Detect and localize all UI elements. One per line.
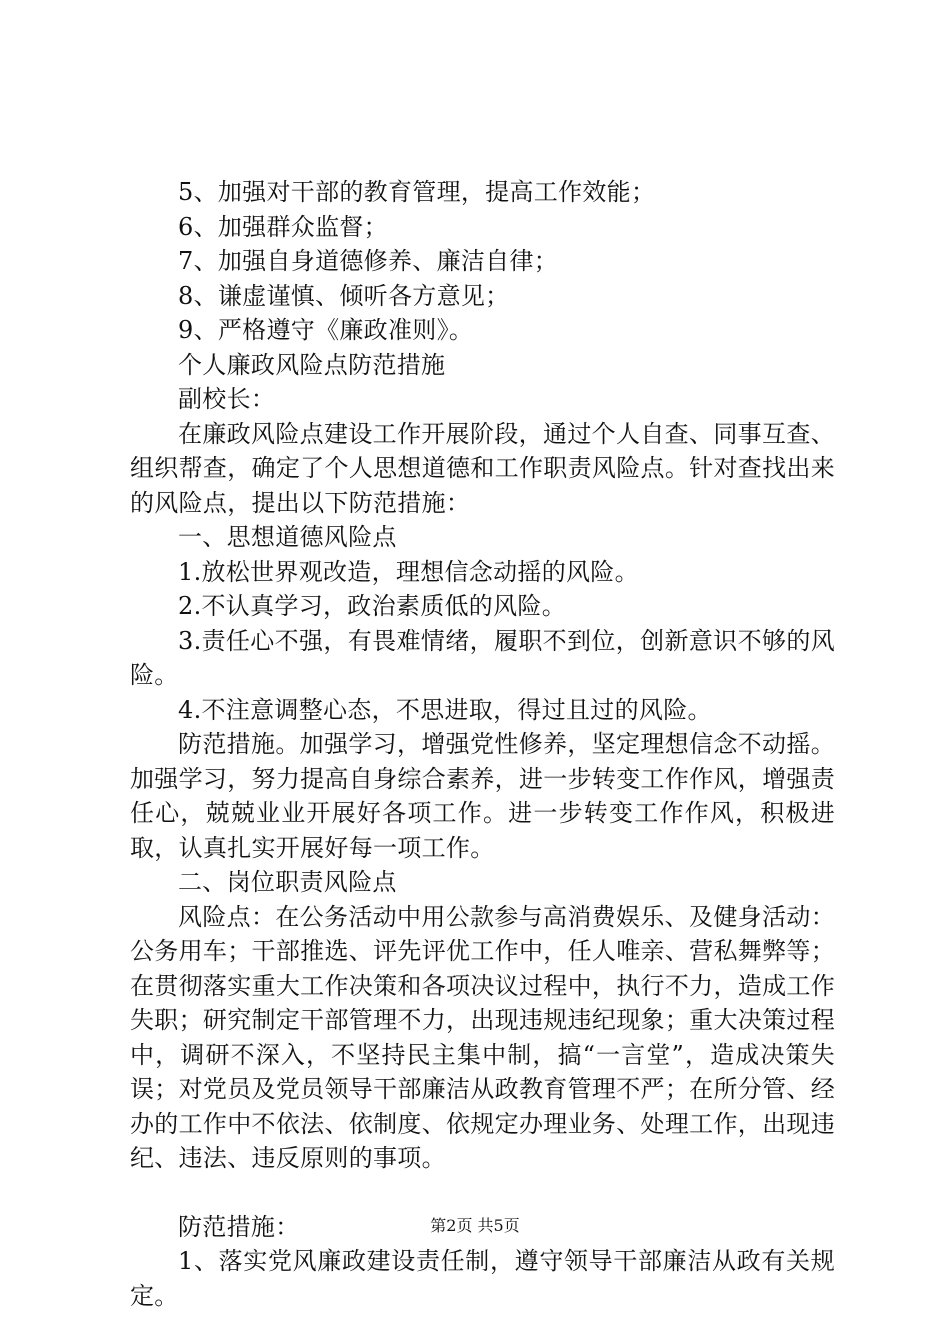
measures-heading: 防范措施：: [178, 1212, 300, 1241]
heading-duty-risk: 二、岗位职责风险点: [178, 868, 397, 896]
role-heading: 副校长：: [178, 385, 276, 413]
moral-risk-item-4: 4.不注意调整心态，不思进取，得过且过的风险。: [178, 695, 712, 724]
moral-risk-item-1: 1.放松世界观改造，理想信念动摇的风险。: [178, 557, 639, 586]
duty-risk-paragraph: 风险点：在公务活动中用公款参与高消费娱乐、及健身活动：公务用车；干部推选、评先评优工作中，任人唯亲、营私舞弊等；在贯彻落实重大工作决策和各项决议过程中，执行不力，造成工作失职；研究制定干部管理不力，出现违规违纪现象；重大决策过程中，调研不深入，不坚持民主集中制，搞“一言堂”，造成决策失误；对党员及党员领导干部廉洁从政教育管理不严；在所分管、经办的工作中不依法、依制度、依规定办理业务、处理工作，出现违纪、违法、违反原则的事项。: [130, 902, 835, 1172]
measure-item-1: 1、落实党风廉政建设责任制，遵守领导干部廉洁从政有关规定。: [130, 1247, 835, 1310]
list-item-9: 9、严格遵守《廉政准则》。: [178, 316, 474, 344]
page-number-footer: 第2页 共5页: [430, 1216, 520, 1235]
document-body: [130, 175, 835, 1313]
moral-risk-item-3: 3.责任心不强，有畏难情绪，履职不到位，创新意识不够的风险。: [130, 626, 835, 689]
moral-risk-item-2: 2.不认真学习，政治素质低的风险。: [178, 592, 566, 620]
intro-paragraph: 在廉政风险点建设工作开展阶段，通过个人自查、同事互查、组织帮查，确定了个人思想道德和工作职责风险点。针对查找出来的风险点，提出以下防范措施：: [130, 419, 835, 517]
heading-moral-risk: 一、思想道德风险点: [178, 523, 397, 551]
moral-measures-paragraph: 防范措施。加强学习，增强党性修养，坚定理想信念不动摇。加强学习，努力提高自身综合素养，进一步转变工作作风，增强责任心，兢兢业业开展好各项工作。进一步转变工作作风，积极进取，认真扎实开展好每一项工作。: [130, 730, 835, 862]
list-item-6: 6、加强群众监督；: [178, 212, 388, 241]
list-item-7: 7、加强自身道德修养、廉洁自律；: [178, 247, 559, 275]
list-item-8: 8、谦虚谨慎、倾听各方意见；: [178, 281, 510, 310]
list-item-5: 5、加强对干部的教育管理，提高工作效能；: [178, 178, 656, 206]
section-title: 个人廉政风险点防范措施: [178, 350, 446, 379]
